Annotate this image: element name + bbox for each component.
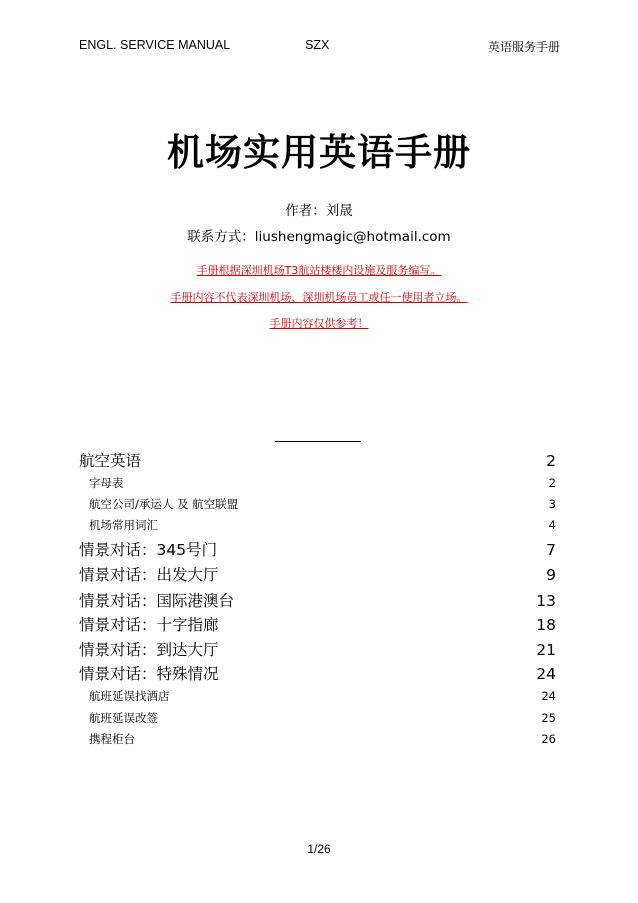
toc-entry-label: 字母表 — [89, 476, 124, 490]
toc-entry[interactable] — [79, 662, 556, 684]
document-title: 机场实用英语手册 — [167, 131, 471, 174]
toc-entry-label: 航空公司/承运人 及 航空联盟 — [89, 497, 239, 511]
notice-line: 手册根据深圳机场T3航站楼楼内设施及服务编写。 — [196, 264, 442, 277]
toc-entry-page: 24 — [536, 665, 556, 683]
toc-entry[interactable] — [79, 710, 556, 726]
toc-entry-page: 26 — [541, 732, 556, 746]
toc-entry[interactable] — [79, 613, 556, 635]
toc-entry-page: 18 — [536, 616, 556, 634]
notice-line: 手册内容仅供参考！ — [269, 317, 369, 330]
toc-entry[interactable] — [79, 475, 556, 491]
notice-line: 手册内容不代表深圳机场、深圳机场员工或任一使用者立场。 — [170, 291, 468, 304]
toc-entry[interactable] — [79, 538, 556, 560]
header-chinese-title: 英语服务手册 — [487, 40, 560, 54]
toc-entry-page: 4 — [548, 518, 556, 532]
header-manual-title: ENGL. SERVICE MANUAL — [79, 38, 231, 52]
toc-entry-page: 2 — [546, 452, 556, 470]
toc-entry[interactable] — [79, 688, 556, 704]
toc-entry-page: 3 — [548, 497, 556, 511]
toc-entry[interactable] — [79, 496, 556, 512]
page-number: 1/26 — [307, 842, 331, 856]
toc-entry-label: 情景对话：特殊情况 — [79, 665, 219, 683]
toc-entry-label: 情景对话：十字指廊 — [79, 616, 219, 634]
toc-entry-page: 13 — [536, 592, 556, 610]
toc-entry[interactable] — [79, 449, 556, 471]
toc-entry-label: 情景对话：国际港澳台 — [79, 592, 235, 610]
toc-entry[interactable] — [79, 517, 556, 533]
header-airport-code: SZX — [305, 38, 330, 52]
toc-entry-label: 携程柜台 — [89, 732, 135, 746]
toc-entry-label: 航班延误找酒店 — [89, 689, 170, 703]
toc-entry[interactable] — [79, 731, 556, 747]
toc-entry[interactable] — [79, 563, 556, 585]
toc-entry-label: 情景对话：出发大厅 — [79, 566, 219, 584]
toc-entry[interactable] — [79, 638, 556, 660]
toc-entry-page: 9 — [546, 566, 556, 584]
toc-entry-page: 25 — [541, 711, 556, 725]
toc-entry-label: 情景对话：到达大厅 — [79, 641, 219, 659]
author-line: 作者：刘晟 — [285, 203, 353, 219]
toc-entry-label: 情景对话：345号门 — [79, 541, 218, 559]
toc-entry-page: 21 — [536, 641, 556, 659]
toc-entry-page: 2 — [548, 476, 556, 490]
section-divider — [275, 441, 361, 442]
toc-entry-label: 机场常用词汇 — [89, 518, 158, 532]
toc-entry[interactable] — [79, 589, 556, 611]
toc-entry-label: 航空英语 — [79, 452, 142, 470]
toc-entry-page: 24 — [541, 689, 556, 703]
toc-entry-page: 7 — [546, 541, 556, 559]
contact-line: 联系方式：liushengmagic@hotmail.com — [187, 229, 451, 245]
toc-entry-label: 航班延误改签 — [89, 711, 158, 725]
